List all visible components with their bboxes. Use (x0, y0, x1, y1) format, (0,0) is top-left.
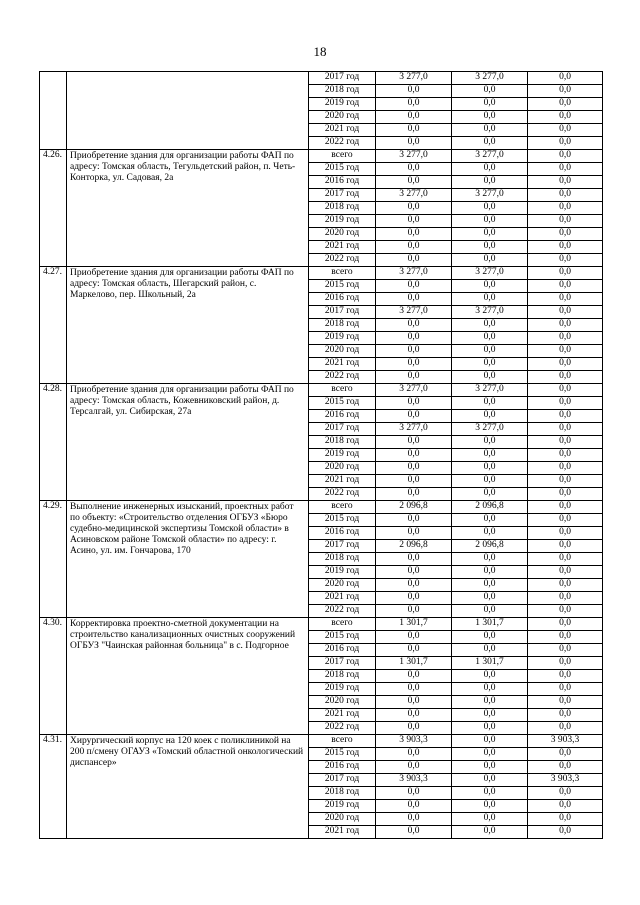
federal-budget-value: 0,0 (528, 566, 603, 579)
total-value: 0,0 (376, 553, 452, 566)
total-value: 3 277,0 (376, 189, 452, 202)
table-row (40, 501, 603, 514)
period-cell: всего (309, 735, 376, 748)
federal-budget-value: 0,0 (528, 722, 603, 735)
regional-budget-value: 0,0 (452, 475, 528, 488)
federal-budget-value: 0,0 (528, 228, 603, 241)
total-value: 0,0 (376, 566, 452, 579)
regional-budget-value: 0,0 (452, 579, 528, 592)
period-cell: 2022 год (309, 137, 376, 150)
regional-budget-value: 0,0 (452, 527, 528, 540)
item-description: Хирургический корпус на 120 коек с поликлиникой на 200 п/смену ОГАУЗ «Томский областной онкологический диспансер» (67, 735, 309, 839)
total-value: 0,0 (376, 228, 452, 241)
period-cell: 2018 год (309, 202, 376, 215)
federal-budget-value: 0,0 (528, 514, 603, 527)
federal-budget-value: 0,0 (528, 670, 603, 683)
period-cell: всего (309, 618, 376, 631)
federal-budget-value: 0,0 (528, 657, 603, 670)
total-value: 0,0 (376, 124, 452, 137)
period-cell: 2017 год (309, 306, 376, 319)
total-value: 0,0 (376, 358, 452, 371)
item-number: 4.27. (40, 267, 67, 384)
total-value: 0,0 (376, 527, 452, 540)
period-cell: 2020 год (309, 111, 376, 124)
total-value: 3 277,0 (376, 267, 452, 280)
federal-budget-value: 0,0 (528, 553, 603, 566)
federal-budget-value: 0,0 (528, 306, 603, 319)
period-cell: 2019 год (309, 449, 376, 462)
period-cell: всего (309, 501, 376, 514)
total-value: 0,0 (376, 449, 452, 462)
regional-budget-value: 0,0 (452, 722, 528, 735)
table-row (40, 384, 603, 397)
total-value: 3 277,0 (376, 72, 452, 85)
regional-budget-value: 0,0 (452, 124, 528, 137)
regional-budget-value: 0,0 (452, 332, 528, 345)
federal-budget-value: 0,0 (528, 98, 603, 111)
budget-table-body (40, 72, 603, 839)
total-value: 0,0 (376, 683, 452, 696)
regional-budget-value: 0,0 (452, 592, 528, 605)
federal-budget-value: 0,0 (528, 150, 603, 163)
federal-budget-value: 0,0 (528, 254, 603, 267)
federal-budget-value: 0,0 (528, 449, 603, 462)
total-value: 0,0 (376, 462, 452, 475)
federal-budget-value: 0,0 (528, 423, 603, 436)
item-number: 4.28. (40, 384, 67, 501)
item-description: Приобретение здания для организации работы ФАП по адресу: Томская область, Кожевниковский район, д. Терсалгай, ул. Сибирская, 27а (67, 384, 309, 501)
regional-budget-value: 0,0 (452, 605, 528, 618)
federal-budget-value: 0,0 (528, 501, 603, 514)
federal-budget-value: 0,0 (528, 709, 603, 722)
total-value: 0,0 (376, 397, 452, 410)
item-description: Корректировка проектно-сметной документации на строительство канализационных очистных сооружений ОГБУЗ "Чаинская районная больница" в с. Подгорное (67, 618, 309, 735)
regional-budget-value: 0,0 (452, 176, 528, 189)
total-value: 0,0 (376, 475, 452, 488)
total-value: 0,0 (376, 709, 452, 722)
regional-budget-value: 0,0 (452, 761, 528, 774)
federal-budget-value: 0,0 (528, 267, 603, 280)
period-cell: 2022 год (309, 605, 376, 618)
federal-budget-value: 0,0 (528, 761, 603, 774)
period-cell: 2021 год (309, 475, 376, 488)
regional-budget-value: 0,0 (452, 98, 528, 111)
regional-budget-value: 0,0 (452, 215, 528, 228)
total-value: 3 277,0 (376, 306, 452, 319)
total-value: 0,0 (376, 748, 452, 761)
period-cell: 2021 год (309, 709, 376, 722)
period-cell: 2018 год (309, 319, 376, 332)
period-cell: 2020 год (309, 228, 376, 241)
total-value: 3 277,0 (376, 423, 452, 436)
period-cell: 2015 год (309, 514, 376, 527)
total-value: 0,0 (376, 371, 452, 384)
regional-budget-value: 0,0 (452, 683, 528, 696)
regional-budget-value: 0,0 (452, 553, 528, 566)
regional-budget-value: 2 096,8 (452, 540, 528, 553)
federal-budget-value: 0,0 (528, 787, 603, 800)
period-cell: 2022 год (309, 254, 376, 267)
total-value: 0,0 (376, 254, 452, 267)
period-cell: 2021 год (309, 592, 376, 605)
period-cell: 2016 год (309, 644, 376, 657)
federal-budget-value: 0,0 (528, 618, 603, 631)
federal-budget-value: 0,0 (528, 176, 603, 189)
federal-budget-value: 0,0 (528, 280, 603, 293)
regional-budget-value: 0,0 (452, 800, 528, 813)
regional-budget-value: 0,0 (452, 436, 528, 449)
federal-budget-value: 0,0 (528, 85, 603, 98)
item-description: Приобретение здания для организации работы ФАП по адресу: Томская область, Шегарский район, с. Маркелово, пер. Школьный, 2а (67, 267, 309, 384)
item-number: 4.30. (40, 618, 67, 735)
total-value: 0,0 (376, 800, 452, 813)
period-cell: 2016 год (309, 527, 376, 540)
regional-budget-value: 0,0 (452, 462, 528, 475)
total-value: 0,0 (376, 488, 452, 501)
table-row (40, 150, 603, 163)
federal-budget-value: 0,0 (528, 384, 603, 397)
total-value: 0,0 (376, 410, 452, 423)
federal-budget-value: 0,0 (528, 436, 603, 449)
federal-budget-value: 0,0 (528, 189, 603, 202)
total-value: 3 277,0 (376, 150, 452, 163)
total-value: 0,0 (376, 202, 452, 215)
regional-budget-value: 0,0 (452, 566, 528, 579)
federal-budget-value: 0,0 (528, 202, 603, 215)
regional-budget-value: 0,0 (452, 631, 528, 644)
period-cell: 2016 год (309, 761, 376, 774)
regional-budget-value: 0,0 (452, 345, 528, 358)
regional-budget-value: 0,0 (452, 85, 528, 98)
period-cell: всего (309, 384, 376, 397)
total-value: 1 301,7 (376, 657, 452, 670)
regional-budget-value: 0,0 (452, 748, 528, 761)
period-cell: всего (309, 150, 376, 163)
period-cell: 2015 год (309, 748, 376, 761)
period-cell: 2018 год (309, 553, 376, 566)
period-cell: 2022 год (309, 722, 376, 735)
total-value: 0,0 (376, 163, 452, 176)
period-cell: 2018 год (309, 670, 376, 683)
federal-budget-value: 0,0 (528, 319, 603, 332)
federal-budget-value: 0,0 (528, 215, 603, 228)
total-value: 0,0 (376, 280, 452, 293)
regional-budget-value: 0,0 (452, 163, 528, 176)
regional-budget-value: 0,0 (452, 488, 528, 501)
table-row (40, 267, 603, 280)
total-value: 0,0 (376, 98, 452, 111)
total-value: 0,0 (376, 514, 452, 527)
federal-budget-value: 0,0 (528, 631, 603, 644)
table-row (40, 618, 603, 631)
period-cell: 2019 год (309, 332, 376, 345)
period-cell: 2018 год (309, 787, 376, 800)
total-value: 3 277,0 (376, 384, 452, 397)
federal-budget-value: 0,0 (528, 293, 603, 306)
federal-budget-value: 0,0 (528, 462, 603, 475)
period-cell: 2016 год (309, 410, 376, 423)
regional-budget-value: 2 096,8 (452, 501, 528, 514)
federal-budget-value: 0,0 (528, 410, 603, 423)
period-cell: 2015 год (309, 397, 376, 410)
period-cell: 2015 год (309, 631, 376, 644)
total-value: 0,0 (376, 293, 452, 306)
regional-budget-value: 0,0 (452, 137, 528, 150)
federal-budget-value: 3 903,3 (528, 735, 603, 748)
total-value: 0,0 (376, 332, 452, 345)
regional-budget-value: 0,0 (452, 644, 528, 657)
item-description (67, 72, 309, 150)
federal-budget-value: 0,0 (528, 800, 603, 813)
regional-budget-value: 0,0 (452, 241, 528, 254)
regional-budget-value: 0,0 (452, 202, 528, 215)
federal-budget-value: 0,0 (528, 72, 603, 85)
item-description: Приобретение здания для организации работы ФАП по адресу: Томская область, Тегульдетский район, п. Четь-Конторка, ул. Садовая, 2а (67, 150, 309, 267)
regional-budget-value: 0,0 (452, 774, 528, 787)
total-value: 0,0 (376, 592, 452, 605)
period-cell: 2015 год (309, 280, 376, 293)
federal-budget-value: 0,0 (528, 488, 603, 501)
total-value: 0,0 (376, 436, 452, 449)
period-cell: 2020 год (309, 462, 376, 475)
total-value: 0,0 (376, 85, 452, 98)
period-cell: 2020 год (309, 579, 376, 592)
regional-budget-value: 0,0 (452, 111, 528, 124)
period-cell: 2020 год (309, 813, 376, 826)
regional-budget-value: 0,0 (452, 358, 528, 371)
regional-budget-value: 3 277,0 (452, 189, 528, 202)
total-value: 0,0 (376, 787, 452, 800)
federal-budget-value: 0,0 (528, 137, 603, 150)
federal-budget-value: 0,0 (528, 358, 603, 371)
regional-budget-value: 0,0 (452, 410, 528, 423)
regional-budget-value: 0,0 (452, 280, 528, 293)
total-value: 3 903,3 (376, 774, 452, 787)
period-cell: 2015 год (309, 163, 376, 176)
total-value: 3 903,3 (376, 735, 452, 748)
regional-budget-value: 3 277,0 (452, 384, 528, 397)
regional-budget-value: 0,0 (452, 709, 528, 722)
total-value: 0,0 (376, 111, 452, 124)
total-value: 0,0 (376, 215, 452, 228)
item-number: 4.26. (40, 150, 67, 267)
table-row (40, 735, 603, 748)
total-value: 0,0 (376, 605, 452, 618)
federal-budget-value: 0,0 (528, 332, 603, 345)
federal-budget-value: 0,0 (528, 540, 603, 553)
period-cell: 2022 год (309, 488, 376, 501)
federal-budget-value: 0,0 (528, 241, 603, 254)
federal-budget-value: 0,0 (528, 605, 603, 618)
federal-budget-value: 0,0 (528, 748, 603, 761)
period-cell: 2019 год (309, 566, 376, 579)
regional-budget-value: 3 277,0 (452, 150, 528, 163)
regional-budget-value: 0,0 (452, 371, 528, 384)
period-cell: 2018 год (309, 436, 376, 449)
total-value: 2 096,8 (376, 540, 452, 553)
regional-budget-value: 0,0 (452, 228, 528, 241)
regional-budget-value: 0,0 (452, 670, 528, 683)
regional-budget-value: 0,0 (452, 813, 528, 826)
federal-budget-value: 0,0 (528, 124, 603, 137)
regional-budget-value: 3 277,0 (452, 72, 528, 85)
period-cell: 2018 год (309, 85, 376, 98)
regional-budget-value: 0,0 (452, 735, 528, 748)
item-number: 4.31. (40, 735, 67, 839)
federal-budget-value: 0,0 (528, 371, 603, 384)
total-value: 0,0 (376, 137, 452, 150)
federal-budget-value: 0,0 (528, 475, 603, 488)
total-value: 0,0 (376, 176, 452, 189)
total-value: 0,0 (376, 813, 452, 826)
regional-budget-value: 0,0 (452, 397, 528, 410)
period-cell: 2017 год (309, 540, 376, 553)
regional-budget-value: 0,0 (452, 449, 528, 462)
total-value: 0,0 (376, 722, 452, 735)
period-cell: 2016 год (309, 176, 376, 189)
regional-budget-value: 0,0 (452, 826, 528, 839)
regional-budget-value: 0,0 (452, 787, 528, 800)
period-cell: 2021 год (309, 241, 376, 254)
federal-budget-value: 0,0 (528, 163, 603, 176)
page-number: 18 (313, 44, 327, 59)
regional-budget-value: 0,0 (452, 293, 528, 306)
federal-budget-value: 0,0 (528, 579, 603, 592)
federal-budget-value: 0,0 (528, 592, 603, 605)
regional-budget-value: 0,0 (452, 514, 528, 527)
period-cell: 2017 год (309, 774, 376, 787)
total-value: 0,0 (376, 761, 452, 774)
total-value: 0,0 (376, 319, 452, 332)
federal-budget-value: 0,0 (528, 644, 603, 657)
period-cell: 2017 год (309, 657, 376, 670)
regional-budget-value: 1 301,7 (452, 618, 528, 631)
regional-budget-value: 0,0 (452, 254, 528, 267)
federal-budget-value: 0,0 (528, 813, 603, 826)
federal-budget-value: 0,0 (528, 696, 603, 709)
total-value: 2 096,8 (376, 501, 452, 514)
period-cell: 2016 год (309, 293, 376, 306)
table-row (40, 72, 603, 85)
federal-budget-value: 3 903,3 (528, 774, 603, 787)
regional-budget-value: 3 277,0 (452, 267, 528, 280)
total-value: 1 301,7 (376, 618, 452, 631)
total-value: 0,0 (376, 241, 452, 254)
period-cell: 2021 год (309, 124, 376, 137)
budget-table (39, 71, 603, 839)
regional-budget-value: 3 277,0 (452, 423, 528, 436)
period-cell: 2021 год (309, 826, 376, 839)
regional-budget-value: 3 277,0 (452, 306, 528, 319)
federal-budget-value: 0,0 (528, 345, 603, 358)
total-value: 0,0 (376, 696, 452, 709)
item-description: Выполнение инженерных изысканий, проектных работ по объекту: «Строительство отделения ОГБУЗ «Бюро судебно-медицинской экспертизы Томской области» в Асиновском районе Томской области» по адресу: г. Асино, ул. им. Гончарова, 170 (67, 501, 309, 618)
regional-budget-value: 0,0 (452, 319, 528, 332)
federal-budget-value: 0,0 (528, 826, 603, 839)
total-value: 0,0 (376, 644, 452, 657)
period-cell: 2020 год (309, 696, 376, 709)
period-cell: 2017 год (309, 189, 376, 202)
item-number: 4.29. (40, 501, 67, 618)
period-cell: 2017 год (309, 72, 376, 85)
federal-budget-value: 0,0 (528, 527, 603, 540)
federal-budget-value: 0,0 (528, 683, 603, 696)
period-cell: 2019 год (309, 215, 376, 228)
regional-budget-value: 0,0 (452, 696, 528, 709)
period-cell: 2017 год (309, 423, 376, 436)
total-value: 0,0 (376, 631, 452, 644)
total-value: 0,0 (376, 579, 452, 592)
period-cell: всего (309, 267, 376, 280)
period-cell: 2019 год (309, 683, 376, 696)
total-value: 0,0 (376, 670, 452, 683)
federal-budget-value: 0,0 (528, 397, 603, 410)
period-cell: 2020 год (309, 345, 376, 358)
period-cell: 2019 год (309, 98, 376, 111)
item-number (40, 72, 67, 150)
regional-budget-value: 1 301,7 (452, 657, 528, 670)
period-cell: 2022 год (309, 371, 376, 384)
total-value: 0,0 (376, 826, 452, 839)
period-cell: 2021 год (309, 358, 376, 371)
federal-budget-value: 0,0 (528, 111, 603, 124)
total-value: 0,0 (376, 345, 452, 358)
period-cell: 2019 год (309, 800, 376, 813)
